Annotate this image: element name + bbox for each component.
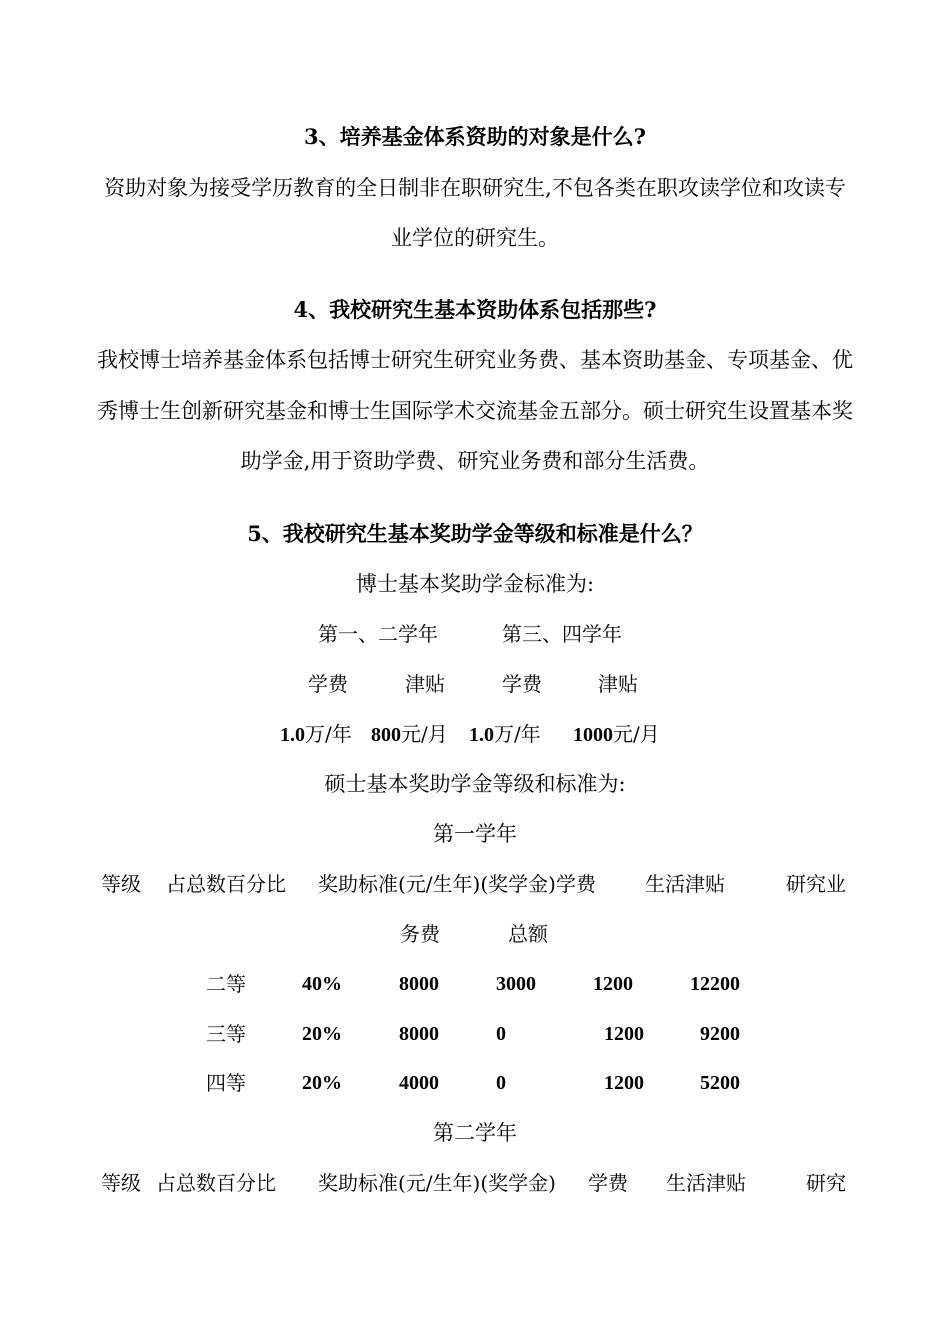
q4-body-line3: 助学金,用于资助学费、研究业务费和部分生活费。 <box>240 449 710 473</box>
row-fee: 3000 <box>496 973 536 995</box>
year1-title: 第一学年 <box>433 822 517 846</box>
row-scholarship: 8000 <box>399 973 439 995</box>
row-living: 1200 <box>604 1072 644 1094</box>
row-fee: 0 <box>496 1072 506 1094</box>
phd-col-fee-1: 学费 <box>308 672 348 696</box>
row-grade: 二等 <box>206 972 246 996</box>
year2-hdr-scholarship: 奖助标准(元/生年)(奖学金) <box>318 1171 556 1195</box>
row-pct: 20% <box>302 1023 342 1045</box>
phd-year-3-4: 第三、四学年 <box>502 622 622 646</box>
master-heading: 硕士基本奖助学金等级和标准为: <box>324 772 626 796</box>
row-fee: 0 <box>496 1023 506 1045</box>
phd-col-allow-2: 津贴 <box>598 672 638 696</box>
phd-col-allow-1: 津贴 <box>405 672 445 696</box>
row-pct: 40% <box>302 973 342 995</box>
year2-hdr-pct: 占总数百分比 <box>156 1171 276 1195</box>
row-pct: 20% <box>302 1072 342 1094</box>
year1-hdr-total: 总额 <box>508 922 548 946</box>
q3-body-line1: 资助对象为接受学历教育的全日制非在职研究生,不包各类在职攻读学位和攻读专 <box>104 176 846 200</box>
year1-hdr-research: 研究业 <box>786 872 846 896</box>
q4-body-line2: 秀博士生创新研究基金和博士生国际学术交流基金五部分。硕士研究生设置基本奖 <box>97 399 853 423</box>
phd-heading: 博士基本奖助学金标准为: <box>355 572 595 596</box>
year1-hdr-pct: 占总数百分比 <box>166 872 286 896</box>
phd-y34-fee: 1.0万/年 <box>469 722 541 746</box>
row-grade: 三等 <box>206 1022 246 1046</box>
row-scholarship: 4000 <box>399 1072 439 1094</box>
phd-col-fee-2: 学费 <box>502 672 542 696</box>
year2-hdr-research: 研究 <box>806 1171 846 1195</box>
phd-y12-fee: 1.0万/年 <box>280 722 352 746</box>
year2-hdr-living: 生活津贴 <box>666 1171 746 1195</box>
q5-title: 5、我校研究生基本奖助学金等级和标准是什么？ <box>247 521 703 546</box>
row-total: 9200 <box>700 1023 740 1045</box>
row-grade: 四等 <box>206 1071 246 1095</box>
year2-hdr-fee: 学费 <box>588 1171 628 1195</box>
year1-hdr-living: 生活津贴 <box>645 872 725 896</box>
year2-hdr-grade: 等级 <box>101 1171 141 1195</box>
phd-year-1-2: 第一、二学年 <box>318 622 438 646</box>
row-total: 5200 <box>700 1072 740 1094</box>
year1-hdr-scholarship: 奖助标准(元/生年)(奖学金)学费 <box>318 872 596 896</box>
year1-hdr-grade: 等级 <box>101 872 141 896</box>
row-scholarship: 8000 <box>399 1023 439 1045</box>
phd-y34-allowance: 1000元/月 <box>573 722 660 746</box>
phd-y12-allowance: 800元/月 <box>371 722 448 746</box>
q3-body-line2: 业学位的研究生。 <box>391 226 559 250</box>
row-total: 12200 <box>690 973 740 995</box>
row-living: 1200 <box>604 1023 644 1045</box>
year1-hdr-research-cont: 务费 <box>400 922 440 946</box>
q4-body-line1: 我校博士培养基金体系包括博士研究生研究业务费、基本资助基金、专项基金、优 <box>97 348 853 372</box>
q4-title: 4、我校研究生基本资助体系包括那些? <box>293 297 657 322</box>
year2-title: 第二学年 <box>433 1121 517 1145</box>
q3-title: 3、培养基金体系资助的对象是什么? <box>304 124 646 149</box>
row-living: 1200 <box>593 973 633 995</box>
